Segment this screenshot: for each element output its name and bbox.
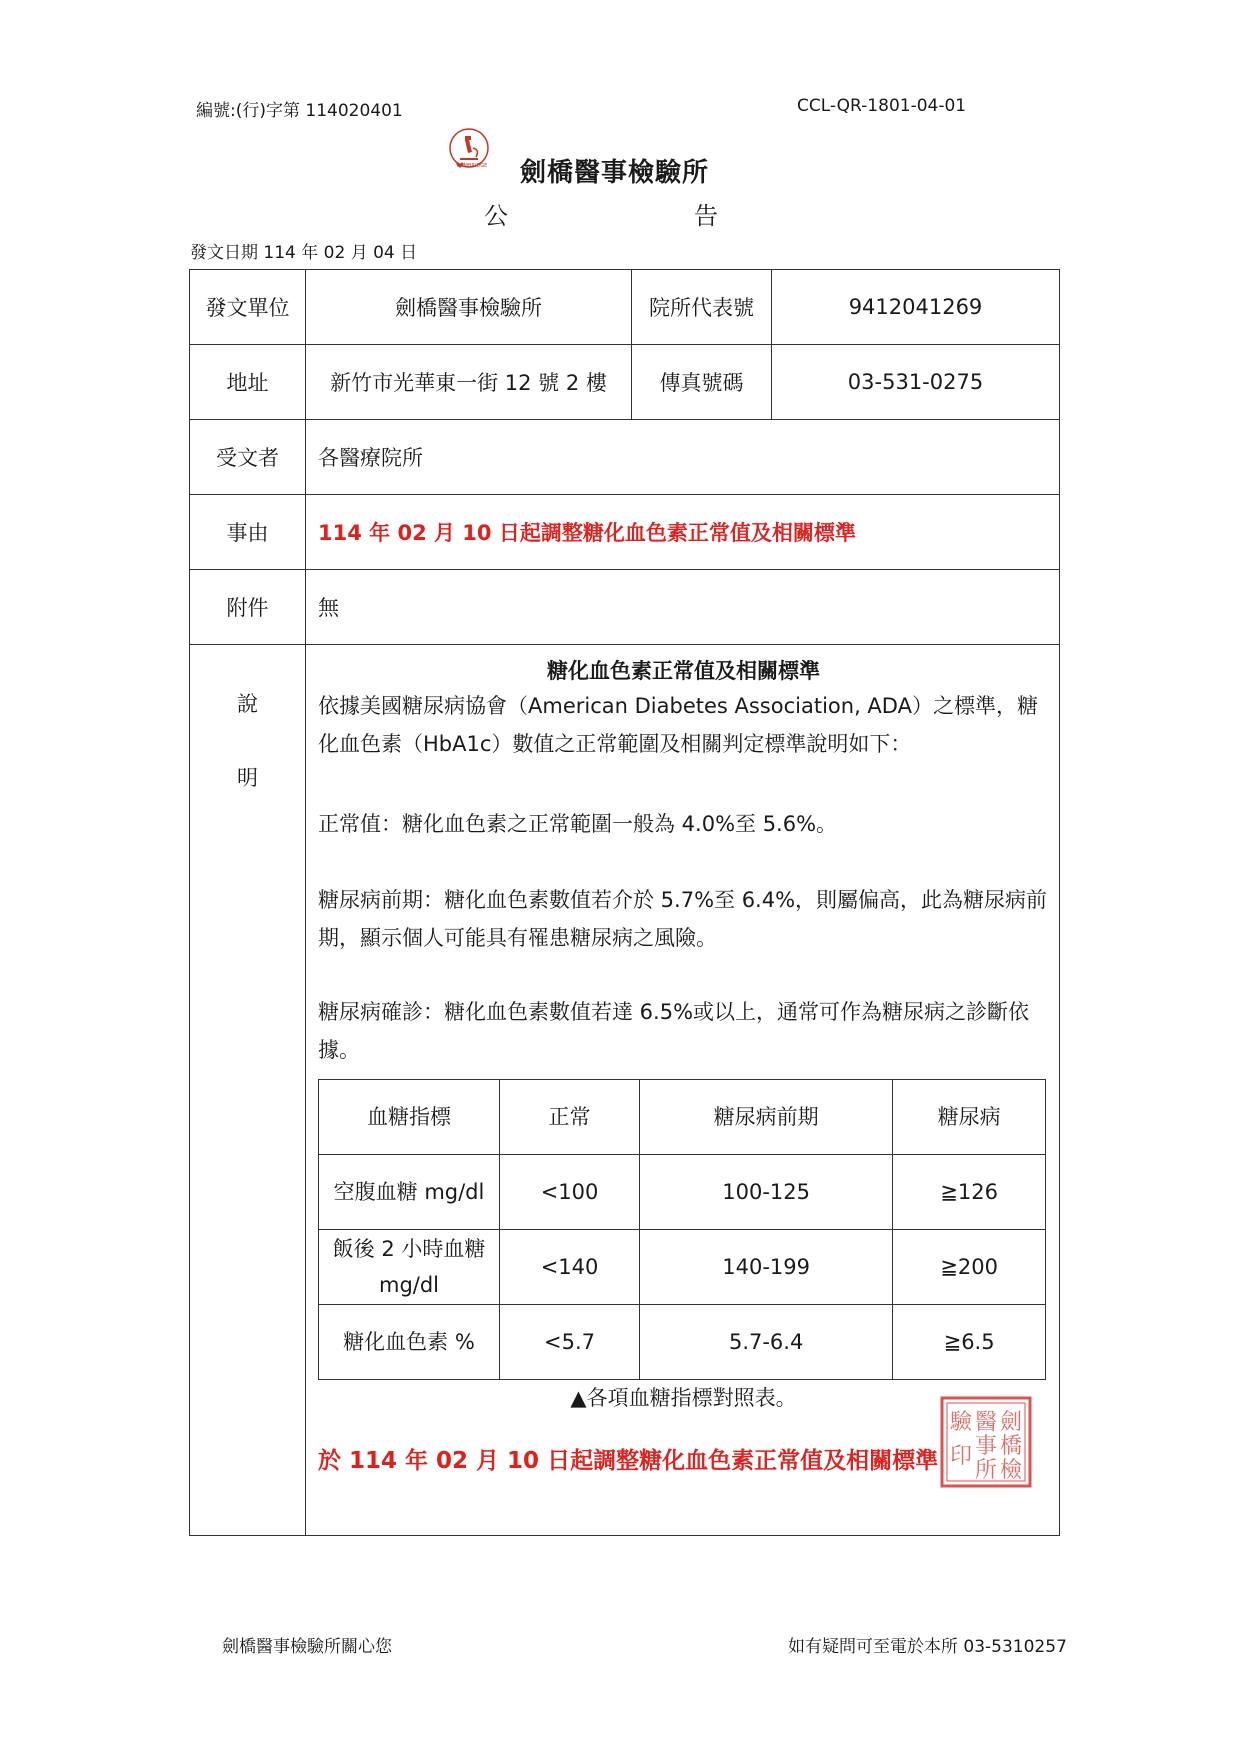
svg-text:橋: 橋 <box>999 1434 1023 1459</box>
table-cell: ≧6.5 <box>893 1305 1046 1380</box>
footer-left: 劍橋醫事檢驗所關心您 <box>222 1637 392 1657</box>
address-value: 新竹市光華東一街 12 號 2 樓 <box>306 345 632 420</box>
intro-paragraph: 依據美國糖尿病協會（American Diabetes Association, ADA）之標準，糖化血色素（HbA1c）數值之正常範圍及相關判定標準說明如下： <box>318 694 1038 756</box>
table-caption: ▲各項血糖指標對照表。 <box>570 1386 797 1410</box>
attachment-label: 附件 <box>190 570 306 645</box>
logo-text: CAMBRIDGE <box>456 163 488 169</box>
svg-text:檢: 檢 <box>999 1458 1023 1483</box>
table-cell: 飯後 2 小時血糖 mg/dl <box>319 1230 500 1305</box>
table-header: 血糖指標 <box>319 1080 500 1155</box>
table-cell: <140 <box>500 1230 640 1305</box>
table-cell: 空腹血糖 mg/dl <box>319 1155 500 1230</box>
svg-text:驗: 驗 <box>949 1410 973 1435</box>
table-row <box>319 1155 1046 1230</box>
table-cell: ≧126 <box>893 1155 1046 1230</box>
svg-text:所: 所 <box>974 1458 998 1483</box>
microscope-logo-icon <box>448 128 490 178</box>
code-label: 院所代表號 <box>632 270 772 345</box>
footer-right: 如有疑問可至電於本所 03-5310257 <box>788 1637 1067 1657</box>
svg-text:印: 印 <box>949 1444 973 1469</box>
table-cell: 5.7-6.4 <box>640 1305 893 1380</box>
table-cell: 100-125 <box>640 1155 893 1230</box>
table-cell: 140-199 <box>640 1230 893 1305</box>
recipient-value: 各醫療院所 <box>306 420 1060 495</box>
svg-text:劍: 劍 <box>999 1410 1023 1435</box>
recipient-label: 受文者 <box>190 420 306 495</box>
official-seal-icon <box>939 1395 1033 1489</box>
description-title: 糖化血色素正常值及相關標準 <box>547 659 820 683</box>
document-number: 編號:(行)字第 114020401 <box>196 101 403 121</box>
table-cell: <5.7 <box>500 1305 640 1380</box>
table-header: 正常 <box>500 1080 640 1155</box>
address-label: 地址 <box>190 345 306 420</box>
table-cell: <100 <box>500 1155 640 1230</box>
attachment-value: 無 <box>306 570 1060 645</box>
normal-range-paragraph: 正常值：糖化血色素之正常範圍一般為 4.0%至 5.6%。 <box>318 812 838 836</box>
form-code: CCL-QR-1801-04-01 <box>797 96 967 116</box>
code-value: 9412041269 <box>772 270 1060 345</box>
table-header: 糖尿病 <box>893 1080 1046 1155</box>
subject-value: 114 年 02 月 10 日起調整糖化血色素正常值及相關標準 <box>306 495 1060 570</box>
table-header-row <box>319 1080 1046 1155</box>
table-row <box>319 1230 1046 1305</box>
glucose-criteria-table <box>318 1079 1046 1380</box>
subject-label: 事由 <box>190 495 306 570</box>
table-cell: 糖化血色素 % <box>319 1305 500 1380</box>
fax-value: 03-531-0275 <box>772 345 1060 420</box>
table-cell: ≧200 <box>893 1230 1046 1305</box>
svg-text:事: 事 <box>974 1434 998 1459</box>
announcement-heading: 公 告 <box>484 202 718 230</box>
svg-text:醫: 醫 <box>974 1410 998 1435</box>
fax-label: 傳真號碼 <box>632 345 772 420</box>
issuer-label: 發文單位 <box>190 270 306 345</box>
table-header: 糖尿病前期 <box>640 1080 893 1155</box>
description-cell <box>306 645 1060 1536</box>
diabetes-paragraph: 糖尿病確診：糖化血色素數值若達 6.5%或以上，通常可作為糖尿病之診斷依據。 <box>318 1000 1030 1062</box>
issuer-value: 劍橋醫事檢驗所 <box>306 270 632 345</box>
description-label: 說 明 <box>190 645 306 1536</box>
effective-date-note: 於 114 年 02 月 10 日起調整糖化血色素正常值及相關標準 <box>318 1448 939 1474</box>
issue-date: 發文日期 114 年 02 月 04 日 <box>190 243 418 263</box>
prediabetes-paragraph: 糖尿病前期：糖化血色素數值若介於 5.7%至 6.4%，則屬偏高，此為糖尿病前期，顯示個人可能具有罹患糖尿病之風險。 <box>318 888 1048 950</box>
table-row <box>319 1305 1046 1380</box>
announcement-table <box>189 269 1060 1536</box>
org-title: 劍橋醫事檢驗所 <box>520 158 710 188</box>
